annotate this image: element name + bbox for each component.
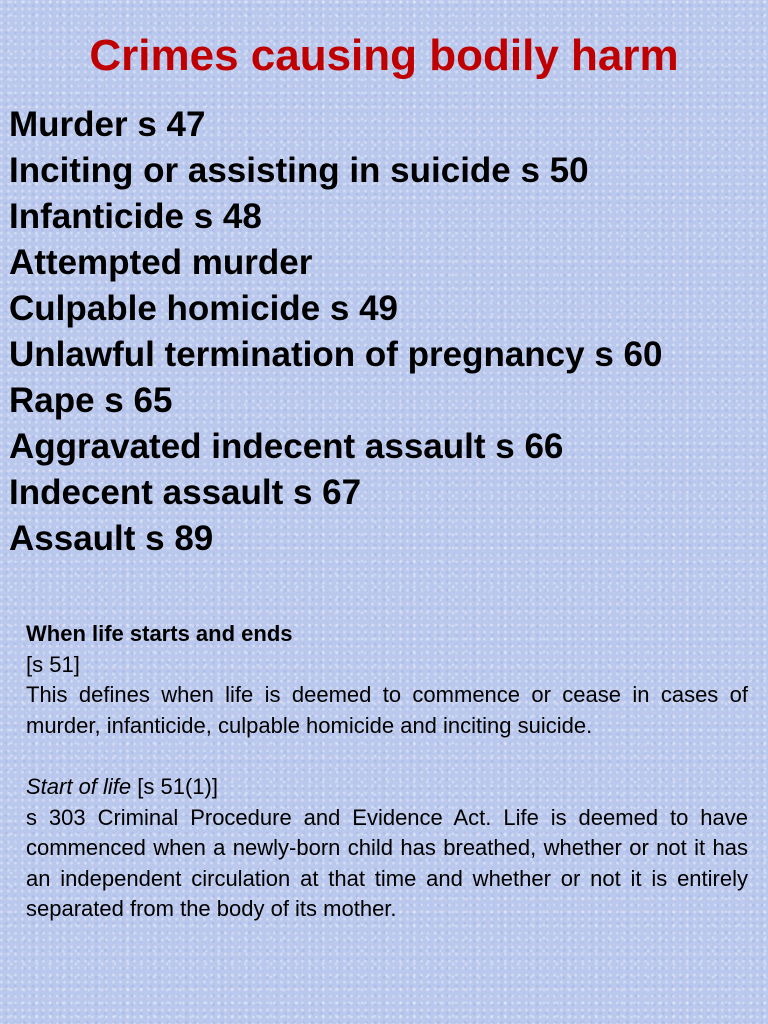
- crime-item-aggravated-indecent-assault: Aggravated indecent assault s 66: [9, 427, 564, 466]
- crime-item-rape: Rape s 65: [9, 381, 173, 420]
- start-of-life-text: s 303 Criminal Procedure and Evidence Act. Life is deemed to have commenced when a newly-born child has breathed, whether or not it has an independent circulation at that time and whether or not it is entirely separated from the body of its mother.: [26, 804, 748, 922]
- crime-item-infanticide: Infanticide s 48: [9, 197, 262, 236]
- notes-section-ref: [s 51]: [26, 651, 80, 677]
- paragraph-spacer: [26, 741, 748, 772]
- notes-definition: This defines when life is deemed to commence or cease in cases of murder, infanticide, culpable homicide and inciting suicide.: [26, 682, 748, 738]
- start-of-life-line: [26, 772, 748, 803]
- crime-item-assault: Assault s 89: [9, 519, 214, 558]
- notes-section: [26, 619, 748, 925]
- crime-item-indecent-assault: Indecent assault s 67: [9, 473, 362, 512]
- crime-item-culpable-homicide: Culpable homicide s 49: [9, 289, 398, 328]
- crime-item-inciting-suicide: Inciting or assisting in suicide s 50: [9, 151, 589, 190]
- crime-list: [9, 102, 759, 562]
- crime-item-unlawful-termination: Unlawful termination of pregnancy s 60: [9, 335, 663, 374]
- notes-heading: When life starts and ends: [26, 621, 293, 646]
- crime-item-murder: Murder s 47: [9, 105, 206, 144]
- slide-title: Crimes causing bodily harm: [89, 31, 679, 80]
- crime-item-attempted-murder: Attempted murder: [9, 243, 313, 282]
- start-of-life-label: Start of life: [26, 773, 132, 799]
- start-of-life-ref: [s 51(1)]: [131, 773, 218, 799]
